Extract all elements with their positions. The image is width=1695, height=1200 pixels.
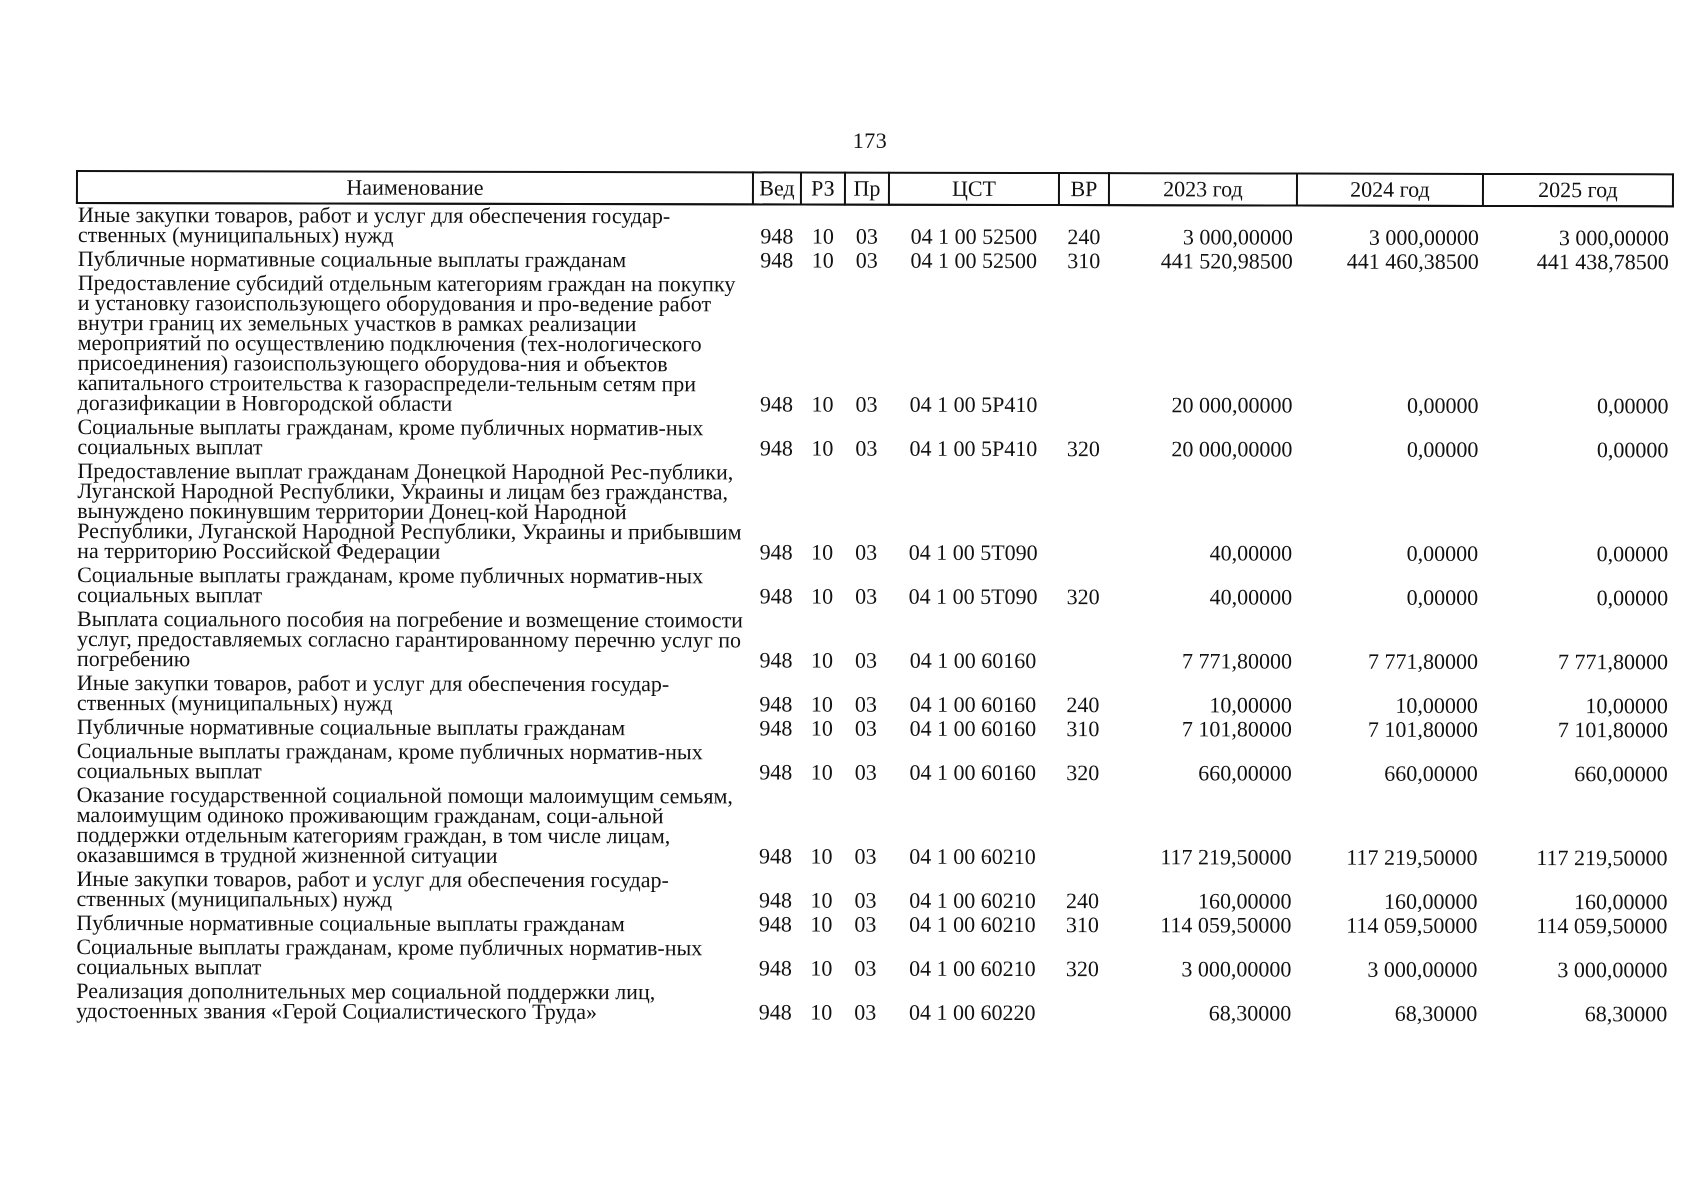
cell-vr: 240 [1066, 692, 1100, 718]
cell-ved: 948 [759, 647, 793, 673]
cell-vr [1058, 610, 1108, 674]
cell-vr: 310 [1066, 716, 1100, 742]
cell-cst: 04 1 00 60210 [909, 887, 1036, 914]
cell-cst: 04 1 00 5Т090 [908, 583, 1038, 610]
header-2025: 2025 год [1483, 174, 1673, 206]
cell-ved: 948 [759, 435, 793, 461]
cell-y2024: 160,00000 [1383, 888, 1478, 914]
cell-vr: 320 [1066, 436, 1100, 462]
cell-y2025: 7 771,80000 [1557, 649, 1668, 675]
cell-name: Социальные выплаты гражданам, кроме публичных норматив-ных социальных выплат [77, 562, 704, 608]
cell-y2023: 441 520,98500 [1160, 248, 1293, 274]
table-row [76, 416, 1672, 463]
header-ved: Вед [753, 172, 801, 204]
cell-pr: 03 [854, 759, 877, 785]
cell-y2025: 160,00000 [1573, 889, 1668, 915]
table-row [76, 272, 1672, 419]
cell-y2024: 10,00000 [1395, 692, 1478, 718]
cell-name: Публичные нормативные социальные выплаты гражданам [77, 246, 627, 273]
cell-cst: 04 1 00 60160 [909, 715, 1037, 742]
cell-y2025: 441 438,78500 [1536, 249, 1669, 275]
cell-cst: 04 1 00 60160 [909, 647, 1037, 674]
page-number: 173 [852, 128, 888, 153]
cell-pr: 03 [855, 223, 878, 249]
cell-y2023: 40,00000 [1209, 584, 1293, 610]
cell-name: Публичные нормативные социальные выплаты гражданам [76, 910, 625, 937]
table-row [75, 980, 1671, 1027]
cell-pr: 03 [854, 999, 877, 1025]
cell-ved: 948 [758, 887, 792, 913]
table-row [76, 460, 1672, 567]
cell-ved: 948 [758, 911, 792, 937]
cell-cst: 04 1 00 52500 [910, 223, 1038, 250]
cell-y2024: 0,00000 [1406, 584, 1479, 610]
cell-cst: 04 1 00 60220 [908, 999, 1036, 1026]
cell-y2025: 0,00000 [1596, 393, 1669, 419]
cell-pr: 03 [854, 887, 877, 913]
cell-name: Реализация дополнительных мер социальной поддержки лиц, удостоенных звания «Герой Социалистического Труда» [76, 978, 656, 1025]
cell-y2025: 3 000,00000 [1557, 957, 1668, 983]
cell-y2023: 20 000,00000 [1171, 436, 1293, 462]
cell-ved: 948 [759, 691, 793, 717]
table-row [76, 740, 1672, 787]
cell-ved: 948 [759, 843, 793, 869]
cell-cst: 04 1 00 5Т090 [908, 539, 1038, 566]
header-rz: РЗ [801, 173, 845, 205]
table-row [76, 784, 1672, 871]
cell-pr: 03 [854, 911, 877, 937]
cell-y2023: 10,00000 [1209, 692, 1292, 718]
cell-pr: 03 [854, 691, 877, 717]
cell-y2023: 117 219,50000 [1160, 844, 1292, 870]
cell-y2023: 40,00000 [1209, 540, 1293, 566]
cell-ved: 948 [759, 583, 793, 609]
cell-vr: 240 [1067, 224, 1101, 250]
cell-cst: 04 1 00 60160 [909, 759, 1037, 786]
cell-name: Выплата социального пособия на погребение и возмещение стоимости услуг, предоставляемых согласно гарантированному перечню услуг по погребению [76, 606, 744, 672]
cell-y2023: 7 101,80000 [1181, 716, 1292, 742]
header-2023: 2023 год [1109, 173, 1297, 205]
cell-name: Предоставление субсидий отдельным категориям граждан на покупку и установку газоиспользующего оборудования и про-ведение работ внутри границ их земельных участков в рамках реализации мероприятий по осуществлению подключения (тех-нологического присоединения) газоиспользующего оборудова-ния и объектов капитального строительства к газораспредели-тельным сетям при догазификации в Новгородской области [77, 270, 736, 416]
cell-y2025: 7 101,80000 [1557, 717, 1668, 743]
header-cst: ЦСТ [889, 173, 1059, 205]
cell-ved: 948 [760, 247, 794, 273]
cell-cst: 04 1 00 60160 [909, 691, 1037, 718]
cell-pr: 03 [854, 647, 878, 673]
cell-y2025: 0,00000 [1596, 541, 1669, 567]
cell-vr: 320 [1065, 956, 1099, 982]
cell-name: Оказание государственной социальной помощи малоимущим семьям, малоимущим одиноко проживающим гражданам, соци-альной поддержки отдельным категориям граждан, в том числе лицам, оказавшимся в трудной жизненной ситуации [76, 782, 733, 868]
cell-y2023: 3 000,00000 [1181, 956, 1292, 982]
cell-y2023: 3 000,00000 [1182, 224, 1293, 250]
table-row [76, 564, 1672, 611]
cell-rz: 10 [810, 759, 833, 785]
table-row [77, 203, 1673, 251]
cell-ved: 948 [759, 391, 794, 417]
header-pr: Пр [845, 173, 889, 205]
cell-name: Публичные нормативные социальные выплаты гражданам [76, 714, 626, 741]
cell-rz: 10 [811, 391, 834, 417]
cell-y2023: 160,00000 [1197, 888, 1292, 914]
cell-y2023: 114 059,50000 [1160, 912, 1292, 938]
cell-ved: 948 [759, 715, 793, 741]
header-2024: 2024 год [1297, 174, 1483, 206]
table-row [76, 608, 1672, 675]
cell-y2025: 3 000,00000 [1558, 225, 1669, 251]
cell-rz: 10 [810, 843, 833, 869]
cell-y2023: 20 000,00000 [1171, 392, 1293, 418]
cell-cst: 04 1 00 60210 [909, 955, 1036, 982]
cell-rz: 10 [810, 887, 833, 913]
table-body [75, 203, 1673, 1027]
cell-y2024: 441 460,38500 [1346, 248, 1479, 274]
cell-rz: 10 [811, 247, 834, 273]
cell-vr: 240 [1065, 888, 1099, 914]
cell-name: Иные закупки товаров, работ и услуг для обеспечения государ-ственных (муниципальных) нужд [76, 670, 670, 716]
cell-ved: 948 [758, 999, 792, 1025]
cell-pr: 03 [854, 955, 877, 981]
cell-y2024: 7 101,80000 [1367, 716, 1478, 742]
cell-y2025: 0,00000 [1596, 437, 1669, 463]
cell-y2025: 68,30000 [1584, 1001, 1668, 1027]
cell-rz: 10 [810, 955, 833, 981]
cell-y2024: 3 000,00000 [1368, 224, 1479, 250]
cell-pr: 03 [855, 435, 878, 461]
cell-y2025: 117 219,50000 [1536, 845, 1668, 871]
cell-pr: 03 [855, 583, 878, 609]
cell-y2024: 660,00000 [1384, 760, 1478, 786]
cell-y2024: 0,00000 [1406, 392, 1479, 418]
cell-rz: 10 [811, 583, 834, 609]
cell-vr [1058, 786, 1108, 870]
cell-y2024: 3 000,00000 [1367, 956, 1478, 982]
cell-y2024: 0,00000 [1406, 540, 1479, 566]
cell-pr: 03 [854, 843, 877, 869]
cell-name: Иные закупки товаров, работ и услуг для обеспечения государ-ственных (муниципальных) нужд [77, 202, 671, 248]
header-vr: ВР [1059, 173, 1109, 205]
cell-rz: 10 [810, 715, 833, 741]
cell-y2025: 660,00000 [1574, 761, 1668, 787]
cell-rz: 10 [810, 999, 833, 1025]
cell-rz: 10 [810, 691, 833, 717]
cell-y2025: 0,00000 [1596, 585, 1669, 611]
table-row [76, 672, 1672, 719]
cell-name: Социальные выплаты гражданам, кроме публичных норматив-ных социальных выплат [76, 738, 703, 784]
cell-y2023: 660,00000 [1198, 760, 1292, 786]
cell-ved: 948 [760, 223, 794, 249]
cell-vr [1058, 462, 1108, 566]
cell-cst: 04 1 00 60210 [909, 911, 1036, 938]
cell-cst: 04 1 00 52500 [910, 247, 1038, 274]
cell-ved: 948 [759, 759, 793, 785]
cell-y2024: 7 771,80000 [1367, 648, 1478, 674]
table-row [75, 936, 1671, 983]
cell-vr: 320 [1066, 760, 1100, 786]
cell-name: Социальные выплаты гражданам, кроме публичных норматив-ных социальных выплат [77, 414, 704, 460]
cell-pr: 03 [855, 391, 878, 417]
cell-name: Социальные выплаты гражданам, кроме публичных норматив-ных социальных выплат [76, 934, 703, 980]
table-row [75, 868, 1671, 915]
cell-vr: 310 [1065, 912, 1099, 938]
cell-y2024: 0,00000 [1406, 436, 1479, 462]
cell-pr: 03 [855, 247, 878, 273]
cell-rz: 10 [810, 911, 833, 937]
cell-rz: 10 [811, 223, 834, 249]
cell-pr: 03 [854, 715, 877, 741]
cell-y2024: 68,30000 [1394, 1000, 1478, 1026]
cell-rz: 10 [810, 647, 834, 673]
cell-y2023: 68,30000 [1208, 1000, 1292, 1026]
cell-y2025: 114 059,50000 [1536, 913, 1668, 939]
cell-vr [1058, 274, 1108, 418]
cell-cst: 04 1 00 5Р410 [909, 391, 1038, 418]
cell-vr [1057, 982, 1107, 1026]
cell-y2025: 10,00000 [1585, 693, 1668, 719]
cell-pr: 03 [855, 539, 878, 565]
cell-y2024: 114 059,50000 [1346, 912, 1478, 938]
cell-vr: 320 [1066, 584, 1100, 610]
cell-vr: 310 [1067, 248, 1101, 274]
cell-name: Предоставление выплат гражданам Донецкой Народной Рес-публики, Луганской Народной Республики, Украины и лицам без гражданства, вынуждено покинувшим территории Донец-кой Народной Республики, Луганской Народной Республики, Украины и прибывшим на территорию Российской Федерации [77, 458, 742, 564]
cell-cst: 04 1 00 5Р410 [909, 435, 1038, 462]
header-name: Наименование [77, 171, 753, 204]
cell-cst: 04 1 00 60210 [909, 843, 1036, 870]
table-header [77, 171, 1673, 206]
cell-y2024: 117 219,50000 [1346, 844, 1478, 870]
budget-table [74, 170, 1674, 1027]
cell-ved: 948 [758, 955, 792, 981]
cell-ved: 948 [759, 539, 793, 565]
cell-y2023: 7 771,80000 [1181, 648, 1293, 674]
cell-rz: 10 [811, 435, 834, 461]
cell-rz: 10 [811, 539, 834, 565]
cell-name: Иные закупки товаров, работ и услуг для обеспечения государ-ственных (муниципальных) нужд [76, 866, 669, 912]
